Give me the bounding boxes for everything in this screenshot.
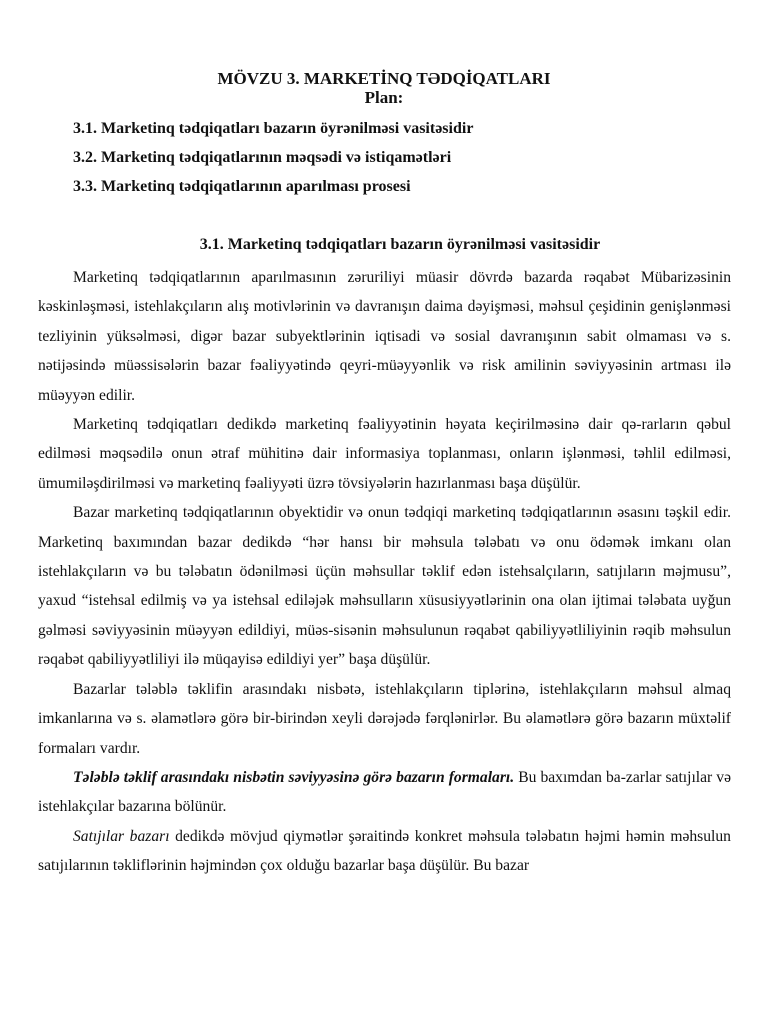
paragraph-3: Bazar marketinq tədqiqatlarının obyektidir və onun tədqiqi marketinq tədqiqatlarının əsasını təşkil edir. Marketinq baxımından bazar dedikdə “hər hansı bir məhsula tələbatı və onu ödəmək imkanı olan istehlakçıların və bu tələbatın ödənilməsi üçün məhsullar təklif edən istehsalçıların, satıjıların məjmusu”, yaxud “istehsal edilmiş və ya istehsal ediləjək məhsulların xüsusiyyətlərinin ona olan ijtimai tələbata uyğun gəlməsi səviyyəsinin müəyyən edildiyi, müəs-sisənin məhsulunun rəqabət qabiliyyətliliyinin rəqib məhsulun rəqabət qabiliyyətliliyi ilə müqayisə edildiyi yer” başa düşülür.: [38, 504, 731, 669]
paragraph-6-text: dedikdə mövjud qiymətlər şəraitində konkret məhsula tələbatın həjmi həmin məhsulun satıjılarının təkliflərinin həjmindən çox olduğu bazarlar başa düşülür. Bu bazar: [38, 827, 731, 875]
plan-label: Plan:: [364, 88, 404, 107]
section-heading: 3.1. Marketinq tədqiqatları bazarın öyrənilməsi vasitəsidir: [199, 236, 601, 253]
plan-item-3: 3.3. Marketinq tədqiqatlarının aparılması prosesi: [73, 178, 411, 195]
paragraph-1: Marketinq tədqiqatlarının aparılmasının zəruriliyi müasir dövrdə bazarda rəqabət Mübarizəsinin kəskinləşməsi, istehlakçıların alış motivlərinin və davranışın daima dəyişməsi, məhsul çeşidinin genişlənməsi tezliyinin yüksəlməsi, digər bazar subyektlərinin iqtisadi və sosial davranışının sabit olmaması və s. nətijəsində müəssisələrin bazar fəaliyyətində qeyri-müəyyənlik və risk amilinin səviyyəsinin artması ilə müəyyən edilir.: [38, 269, 731, 404]
paragraph-4: Bazarlar tələblə təklifin arasındakı nisbətə, istehlakçıların tiplərinə, istehlakçıların məhsul almaq imkanlarına və s. əlamətlərə görə bir-birindən xeyli dərəjədə fərqlənirlər. Bu əlamətlərə görə bazarın müxtəlif formaları vardır.: [38, 680, 731, 757]
document-title: MÖVZU 3. MARKETİNQ TƏDQİQATLARI: [217, 69, 551, 88]
paragraph-5: [38, 763, 731, 822]
body-text: [38, 263, 731, 881]
plan-item-1: 3.1. Marketinq tədqiqatları bazarın öyrənilməsi vasitəsidir: [73, 120, 474, 137]
paragraph-6: [38, 822, 731, 881]
paragraph-5-text: Bu baxımdan ba-zarlar satıjılar və istehlakçılar bazarına bölünür.: [38, 768, 731, 816]
paragraph-6-lead: Satıjılar bazarı: [73, 827, 170, 845]
paragraph-5-lead: Tələblə təklif arasındakı nisbətin səviyyəsinə görə bazarın formaları.: [73, 768, 515, 786]
paragraph-2: Marketinq tədqiqatları dedikdə marketinq fəaliyyətinin həyata keçirilməsinə dair qə-rarların qəbul edilməsi məqsədilə onun ətraf mühitinə dair informasiya toplanması, onların işlənməsi, təhlil edilməsi, ümumiləşdirilməsi və marketinq fəaliyyəti üzrə tövsiyələrin hazırlanması başa düşülür.: [38, 416, 731, 492]
plan-item-2: 3.2. Marketinq tədqiqatlarının məqsədi və istiqamətləri: [73, 149, 452, 166]
